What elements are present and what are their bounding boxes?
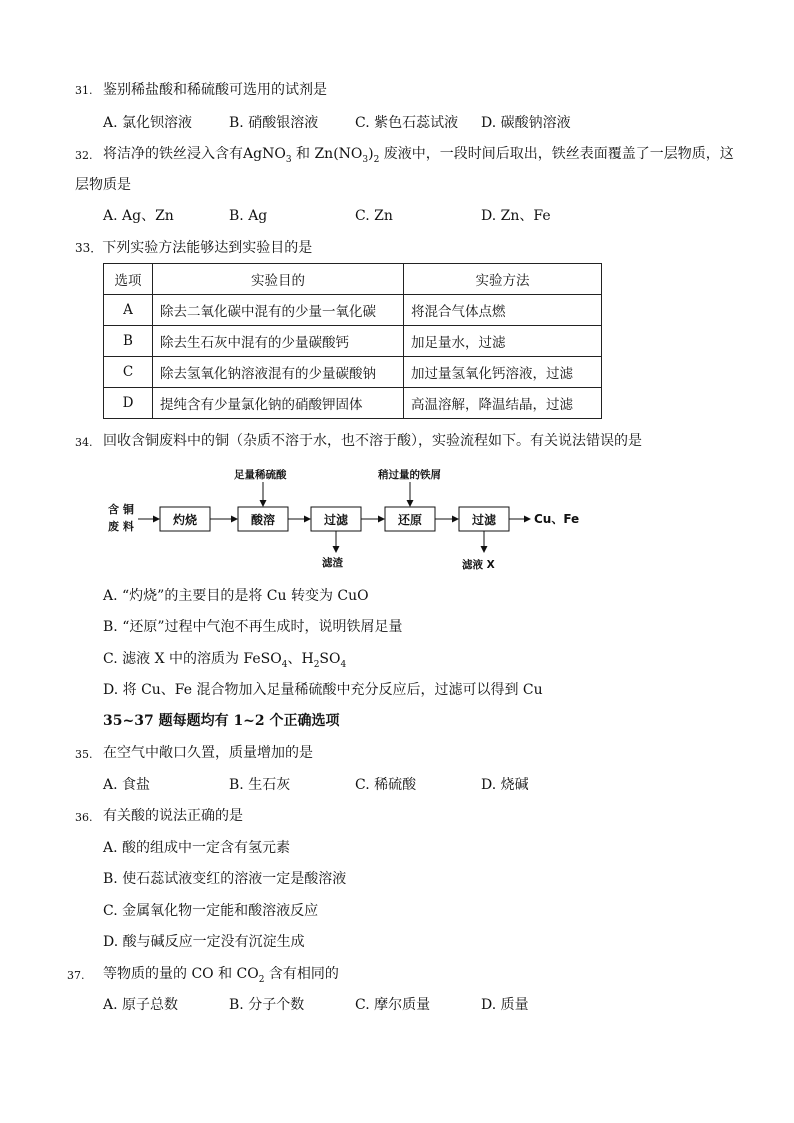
table-cell: A <box>104 295 153 326</box>
option-d: D. 将 Cu、Fe 混合物加入足量稀硫酸中充分反应后，过滤可以得到 Cu <box>103 682 543 698</box>
table-cell: 除去生石灰中混有的少量碳酸钙 <box>153 326 404 357</box>
flow-step-reduce: 还原 <box>397 513 423 527</box>
table-row <box>104 295 602 326</box>
option-b: B. 分子个数 <box>229 997 305 1013</box>
option-d: D. 质量 <box>481 997 529 1013</box>
table-cell: 高温溶解，降温结晶，过滤 <box>404 388 602 419</box>
option-d: D. Zn、Fe <box>481 208 551 224</box>
header-purpose: 实验目的 <box>153 264 404 295</box>
option-b: B. 硝酸银溶液 <box>229 115 319 131</box>
flow-start-line-2: 废 料 <box>108 520 134 533</box>
question-number: 31. <box>75 84 93 97</box>
table-cell: 加过量氢氧化钙溶液，过滤 <box>404 357 602 388</box>
option-a: A. “灼烧”的主要目的是将 Cu 转变为 CuO <box>103 588 369 604</box>
option-d: D. 烧碱 <box>481 777 529 793</box>
flow-byproduct-1: 滤渣 <box>322 557 343 569</box>
option-d: D. 酸与碱反应一定没有沉淀生成 <box>103 934 305 950</box>
table-cell: 除去氢氧化钠溶液混有的少量碳酸钠 <box>153 357 404 388</box>
option-b: B. Ag <box>229 208 268 224</box>
table-cell: B <box>104 326 153 357</box>
table-cell: 提纯含有少量氯化钠的硝酸钾固体 <box>153 388 404 419</box>
option-a: A. 原子总数 <box>103 997 179 1013</box>
option-c: C. Zn <box>355 208 393 224</box>
option-c: C. 稀硫酸 <box>355 777 417 793</box>
process-flow-diagram <box>100 460 590 575</box>
question-stem: 在空气中敞口久置，质量增加的是 <box>103 745 313 761</box>
table-cell: 除去二氧化碳中混有的少量一氧化碳 <box>153 295 404 326</box>
header-option: 选项 <box>104 264 153 295</box>
option-d: D. 碳酸钠溶液 <box>481 115 571 131</box>
question-stem: 回收含铜废料中的铜（杂质不溶于水，也不溶于酸），实验流程如下。有关说法错误的是 <box>103 433 642 449</box>
option-b: B. 使石蕊试液变红的溶液一定是酸溶液 <box>103 871 347 887</box>
option-b: B. “还原”过程中气泡不再生成时，说明铁屑足量 <box>103 619 403 635</box>
question-stem: 等物质的量的 CO 和 $CO_2$ 含有相同的 <box>103 966 339 985</box>
option-a: A. 氯化钡溶液 <box>103 115 193 131</box>
flow-product: Cu、Fe <box>534 512 580 526</box>
flow-step-roast: 灼烧 <box>172 513 198 527</box>
table-row <box>104 357 602 388</box>
question-stem-line-1: 将洁净的铁丝浸入含有AgNO$_3$ 和 $Zn(NO_3)_2$ 废液中，一段时间后取出，铁丝表面覆盖了一层物质，这 <box>103 146 734 165</box>
option-a: A. 食盐 <box>103 777 151 793</box>
flow-byproduct-2: 滤液 X <box>462 559 495 571</box>
table-cell: D <box>104 388 153 419</box>
question-stem: 鉴别稀盐酸和稀硫酸可选用的试剂是 <box>103 82 327 98</box>
option-a: A. 酸的组成中一定含有氢元素 <box>103 840 291 856</box>
option-c: C. 紫色石蕊试液 <box>355 115 459 131</box>
flow-reagent-2: 稍过量的铁屑 <box>378 469 441 481</box>
question-number: 32. <box>75 149 93 162</box>
question-number: 36. <box>75 811 93 824</box>
option-b: B. 生石灰 <box>229 777 291 793</box>
question-number: 34. <box>75 436 93 449</box>
flow-step-filter-2: 过滤 <box>471 513 497 527</box>
flow-step-acid-dissolve: 酸溶 <box>250 513 276 527</box>
table-header-row <box>104 264 602 295</box>
table-cell: 将混合气体点燃 <box>404 295 602 326</box>
table-row <box>104 388 602 419</box>
option-c: C. 滤液 X 中的溶质为 FeSO$_4$、$H_2SO_4$ <box>103 651 347 670</box>
table-cell: C <box>104 357 153 388</box>
flow-start-line-1: 含 铜 <box>108 503 134 516</box>
flow-step-filter-1: 过滤 <box>323 513 349 527</box>
header-method: 实验方法 <box>404 264 602 295</box>
question-number: 37. <box>67 969 85 982</box>
option-c: C. 金属氧化物一定能和酸溶液反应 <box>103 903 319 919</box>
question-number-and-stem: 33．下列实验方法能够达到实验目的是 <box>75 240 313 256</box>
section-note: 35~37 题每题均有 1~2 个正确选项 <box>103 713 340 729</box>
question-stem: 有关酸的说法正确的是 <box>103 808 243 824</box>
question-stem-line-2: 层物质是 <box>75 177 131 193</box>
table-cell: 加足量水，过滤 <box>404 326 602 357</box>
option-c: C. 摩尔质量 <box>355 997 431 1013</box>
experiment-table <box>103 263 602 419</box>
option-a: A. Ag、Zn <box>103 208 174 224</box>
question-number: 35. <box>75 748 93 761</box>
flow-reagent-1: 足量稀硫酸 <box>234 469 287 481</box>
table-row <box>104 326 602 357</box>
